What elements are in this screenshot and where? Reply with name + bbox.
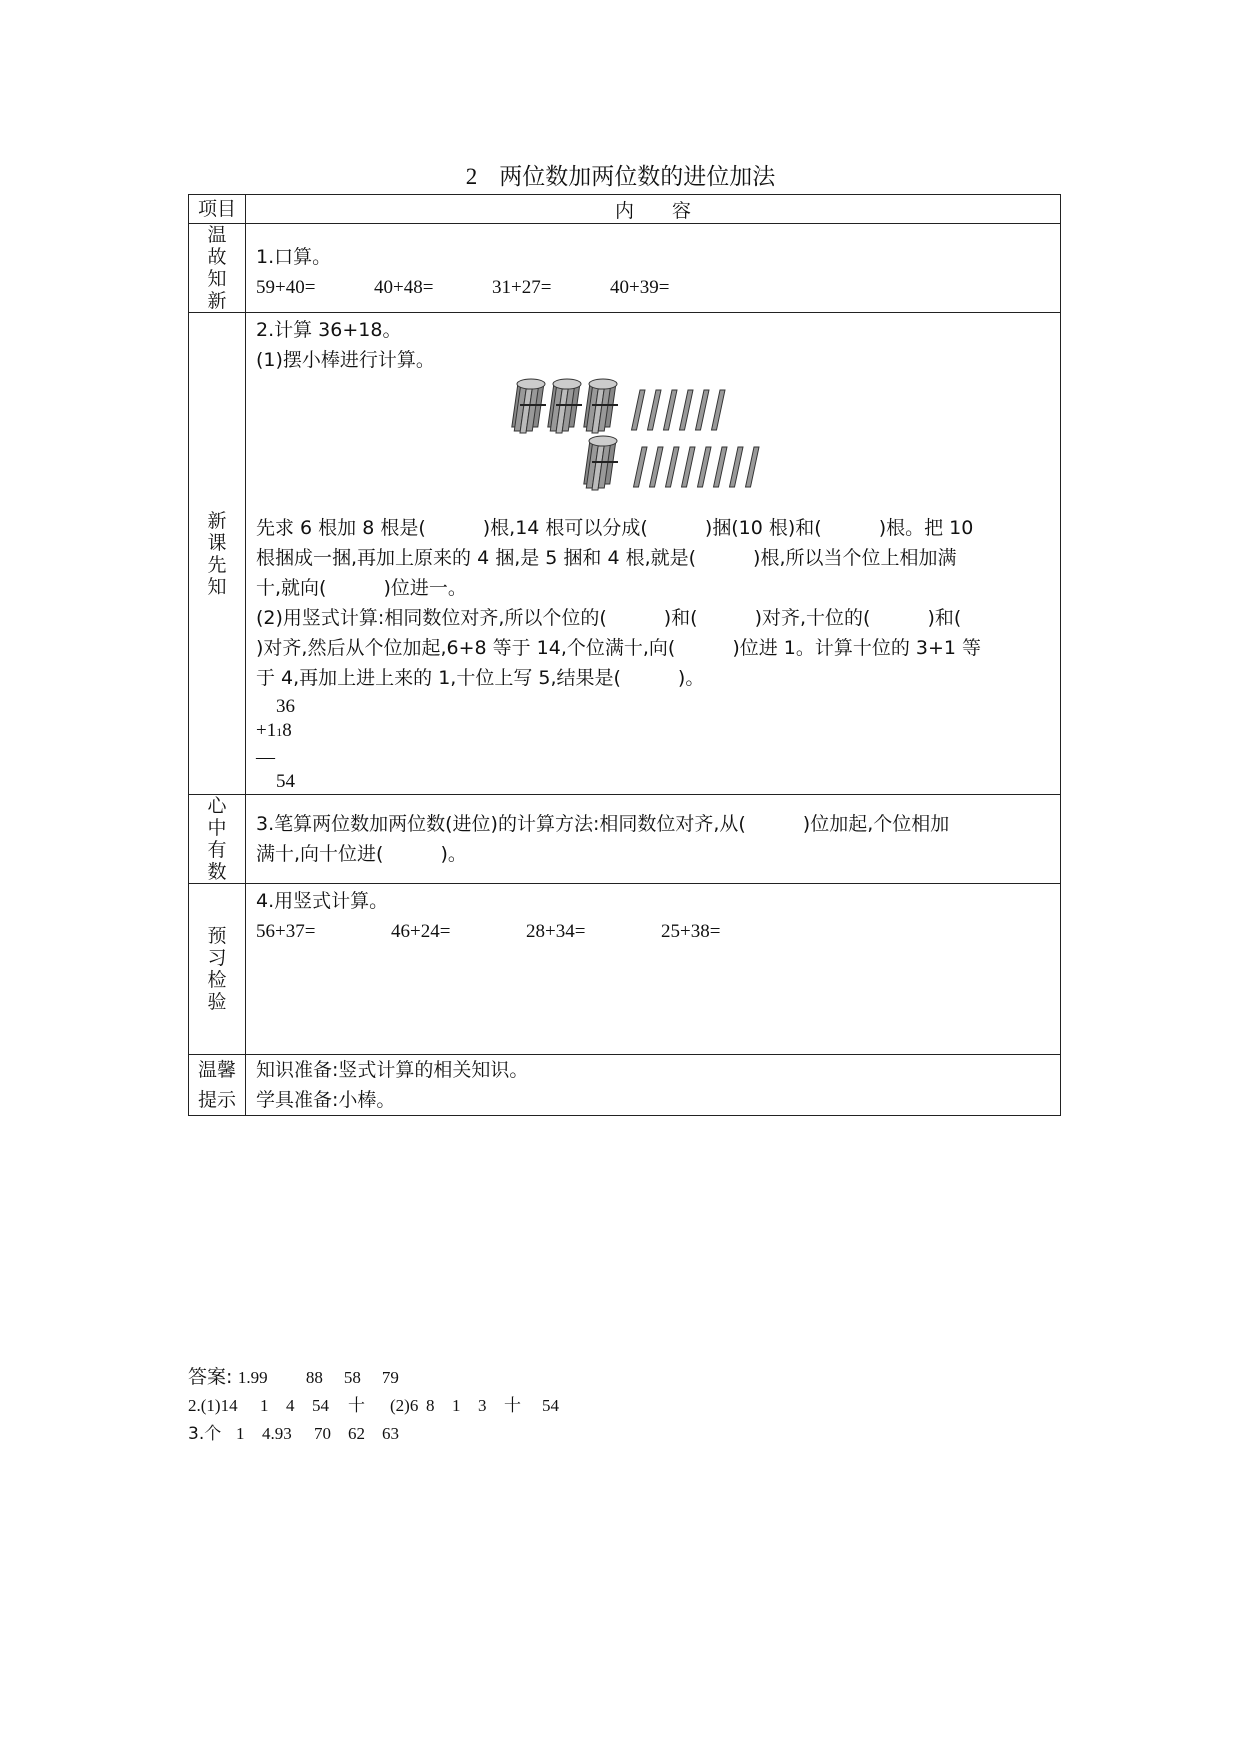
q2-heading: 2.计算 36+18。 — [256, 319, 402, 341]
page-title — [0, 158, 1241, 191]
tip-line: 学具准备:小棒。 — [256, 1089, 396, 1111]
label-char: 检 — [207, 969, 227, 991]
vc-last: 8 — [282, 720, 292, 741]
label-char: 验 — [207, 991, 227, 1013]
answers-section — [188, 1363, 559, 1448]
answers-line-1 — [188, 1363, 559, 1392]
answer-item: 4 — [286, 1396, 295, 1415]
answer-item: 62 — [348, 1424, 365, 1443]
q1-exprs — [256, 272, 1050, 303]
answers-label: 答案: — [188, 1366, 233, 1388]
title-text: 两位数加两位数的进位加法 — [499, 164, 776, 190]
vc-carry: 1 — [276, 725, 283, 739]
answer-item: 4.93 — [262, 1424, 292, 1443]
row-xinzhong — [189, 795, 1061, 884]
answers-line-2 — [188, 1392, 559, 1420]
answer-item: 十 — [348, 1396, 365, 1416]
label-char: 课 — [207, 531, 227, 554]
answer-item: 79 — [381, 1368, 399, 1387]
expr: 59+40= — [256, 277, 316, 298]
answer-item: 54 — [542, 1396, 559, 1415]
label-char: 温 — [207, 224, 227, 246]
label-char: 有 — [207, 839, 227, 861]
expr: 56+37= — [256, 921, 316, 942]
para-line: 先求 6 根加 8 根是( )根,14 根可以分成( )捆(10 根)和( )根。把 10 — [256, 517, 974, 539]
answer-item: 70 — [314, 1424, 331, 1443]
answer-item: 2.(1)14 — [188, 1396, 238, 1415]
label-char: 知 — [207, 268, 227, 290]
content-xinke — [246, 313, 1061, 795]
q3-line: 3.笔算两位数加两位数(进位)的计算方法:相同数位对齐,从( )位加起,个位相加 — [256, 813, 950, 835]
expr: 28+34= — [526, 921, 586, 942]
row-wengu — [189, 224, 1061, 313]
header-col2: 内 容 — [246, 195, 1061, 224]
answer-item: 1 — [260, 1396, 269, 1415]
vc-plus: +1 — [256, 720, 277, 741]
label-char: 数 — [207, 861, 227, 883]
content-xinzhong — [246, 795, 1061, 884]
answer-item: 63 — [382, 1424, 399, 1443]
row-yuxi — [189, 884, 1061, 1055]
label-line: 温馨 — [197, 1059, 236, 1081]
q2-para2 — [256, 603, 1050, 693]
answer-item: 1 — [452, 1396, 461, 1415]
vc-bar: — — [256, 747, 275, 768]
para-line: 根捆成一捆,再加上原来的 4 捆,是 5 捆和 4 根,就是( )根,所以当个位上相加满 — [256, 547, 957, 569]
q2-sub1: (1)摆小棒进行计算。 — [256, 349, 435, 371]
row-tishi — [189, 1055, 1061, 1116]
label-yuxi — [189, 884, 246, 1055]
answer-item: (2)6 — [390, 1396, 419, 1415]
answer-item: 54 — [312, 1396, 329, 1415]
vertical-calculation — [256, 695, 1050, 794]
para-line: 于 4,再加上进上来的 1,十位上写 5,结果是( )。 — [256, 667, 705, 689]
q4-heading: 4.用竖式计算。 — [256, 890, 389, 912]
label-char: 先 — [207, 553, 227, 576]
content-wengu — [246, 224, 1061, 313]
table-header-row — [189, 195, 1061, 224]
title-number: 2 — [465, 164, 478, 189]
row-xinke — [189, 313, 1061, 795]
label-xinzhong — [189, 795, 246, 884]
label-char: 新 — [207, 290, 227, 312]
para-line: )对齐,然后从个位加起,6+8 等于 14,个位满十,向( )位进 1。计算十位的 3+1 等 — [256, 637, 982, 659]
label-char: 中 — [207, 817, 227, 839]
label-xinke — [189, 313, 246, 795]
label-char: 预 — [207, 925, 227, 947]
vc-top: 36 — [276, 696, 295, 717]
sticks-image — [256, 375, 1106, 513]
expr: 25+38= — [661, 921, 721, 942]
answer-item: 3.个 — [188, 1424, 222, 1444]
q2-para1 — [256, 513, 1050, 603]
vc-result: 54 — [276, 771, 295, 792]
para-line: (2)用竖式计算:相同数位对齐,所以个位的( )和( )对齐,十位的( )和( — [256, 607, 962, 629]
expr: 40+48= — [374, 277, 434, 298]
expr: 31+27= — [492, 277, 552, 298]
label-wengu — [189, 224, 246, 313]
label-char: 心 — [207, 795, 227, 817]
tip-line: 知识准备:竖式计算的相关知识。 — [256, 1059, 529, 1081]
label-char: 习 — [207, 947, 227, 969]
label-line: 提示 — [197, 1089, 236, 1111]
vc-second — [256, 719, 1050, 744]
answer-item: 十 — [504, 1396, 521, 1416]
label-char: 新 — [207, 509, 227, 532]
answer-item: 3 — [478, 1396, 487, 1415]
label-char: 知 — [207, 575, 227, 598]
answer-item: 58 — [343, 1368, 361, 1387]
content-tishi — [246, 1055, 1061, 1116]
answer-item: 1 — [236, 1424, 245, 1443]
label-char: 故 — [207, 246, 227, 268]
para-line: 十,就向( )位进一。 — [256, 577, 467, 599]
expr: 46+24= — [391, 921, 451, 942]
expr: 40+39= — [610, 277, 670, 298]
answers-line-3 — [188, 1420, 559, 1448]
q1-heading: 1.口算。 — [256, 246, 332, 268]
content-yuxi — [246, 884, 1061, 1055]
answer-item: 8 — [426, 1396, 435, 1415]
answer-item: 1.99 — [237, 1368, 268, 1387]
q3-line: 满十,向十位进( )。 — [256, 843, 467, 865]
sticks-illustration — [256, 375, 1050, 513]
lesson-table — [188, 194, 1061, 1116]
header-col1: 项目 — [189, 195, 246, 224]
label-tishi — [189, 1055, 246, 1116]
answer-item: 88 — [305, 1368, 323, 1387]
q4-exprs — [256, 916, 1050, 947]
